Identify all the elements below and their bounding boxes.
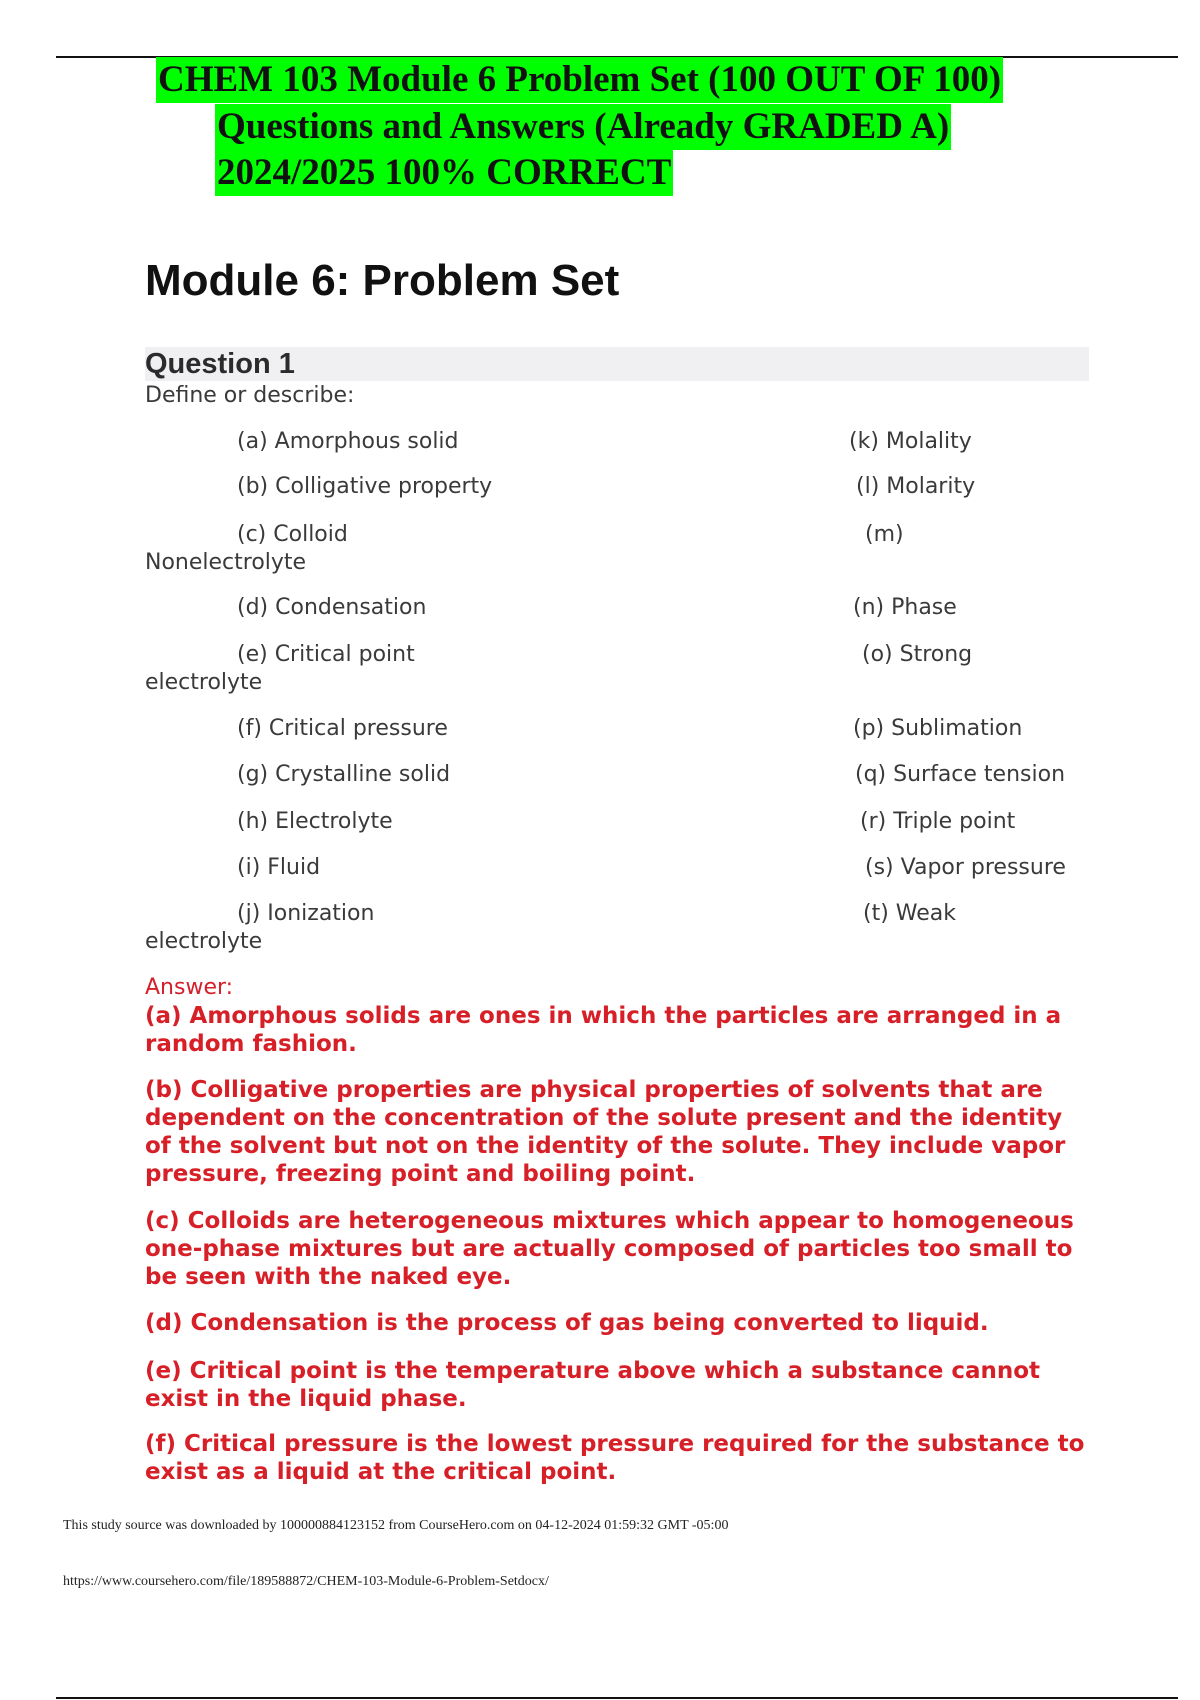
term-m-continuation: Nonelectrolyte [145,550,307,575]
page-title: Module 6: Problem Set [145,256,620,305]
answer-b: (b) Colligative properties are physical properties of solvents that are dependent on the concentration of the solute present and the identity of the solvent but not on the identity of the solute. They include vapor pressure, freezing point and boiling point. [145,1077,1066,1187]
term-a: (a) Amorphous solid [237,429,459,454]
term-j: (j) Ionization [237,901,375,926]
bottom-rule [56,1697,1178,1699]
question-prompt: Define or describe: [145,383,355,408]
banner-line-3: 2024/2025 100% CORRECT [215,150,673,196]
term-q: (q) Surface tension [855,762,1066,787]
term-i: (i) Fluid [237,855,321,880]
term-k: (k) Molality [849,429,972,454]
term-e: (e) Critical point [237,642,415,667]
answer-d: (d) Condensation is the process of gas being converted to liquid. [145,1310,989,1336]
download-note: This study source was downloaded by 100000884123152 from CourseHero.com on 04-12-2024 01:59:32 GMT -05:00 [63,1518,729,1533]
banner-line-2: Questions and Answers (Already GRADED A) [215,104,951,150]
term-d: (d) Condensation [237,595,427,620]
banner-line-1: CHEM 103 Module 6 Problem Set (100 OUT OF 100) [156,57,1003,103]
term-n: (n) Phase [853,595,957,620]
answer-label: Answer: [145,975,234,1000]
source-url[interactable]: https://www.coursehero.com/file/189588872/CHEM-103-Module-6-Problem-Setdocx/ [63,1574,549,1589]
term-t-continuation: electrolyte [145,929,263,954]
answer-a: (a) Amorphous solids are ones in which the particles are arranged in a random fashion. [145,1003,1062,1057]
term-o: (o) Strong [862,642,973,667]
term-f: (f) Critical pressure [237,716,448,741]
term-t: (t) Weak [863,901,957,926]
question-heading: Question 1 [145,348,295,380]
term-m: (m) [865,522,904,547]
term-s: (s) Vapor pressure [865,855,1066,880]
answer-c: (c) Colloids are heterogeneous mixtures which appear to homogeneous one-phase mixtures but are actually composed of particles too small to be seen with the naked eye. [145,1208,1074,1290]
term-b: (b) Colligative property [237,474,493,499]
term-p: (p) Sublimation [853,716,1023,741]
answer-e: (e) Critical point is the temperature above which a substance cannot exist in the liquid phase. [145,1358,1041,1412]
term-r: (r) Triple point [860,809,1016,834]
answer-f: (f) Critical pressure is the lowest pressure required for the substance to exist as a liquid at the critical point. [145,1431,1085,1485]
term-l: (l) Molarity [856,474,976,499]
term-h: (h) Electrolyte [237,809,393,834]
term-g: (g) Crystalline solid [237,762,451,787]
term-c: (c) Colloid [237,522,348,547]
term-o-continuation: electrolyte [145,670,263,695]
